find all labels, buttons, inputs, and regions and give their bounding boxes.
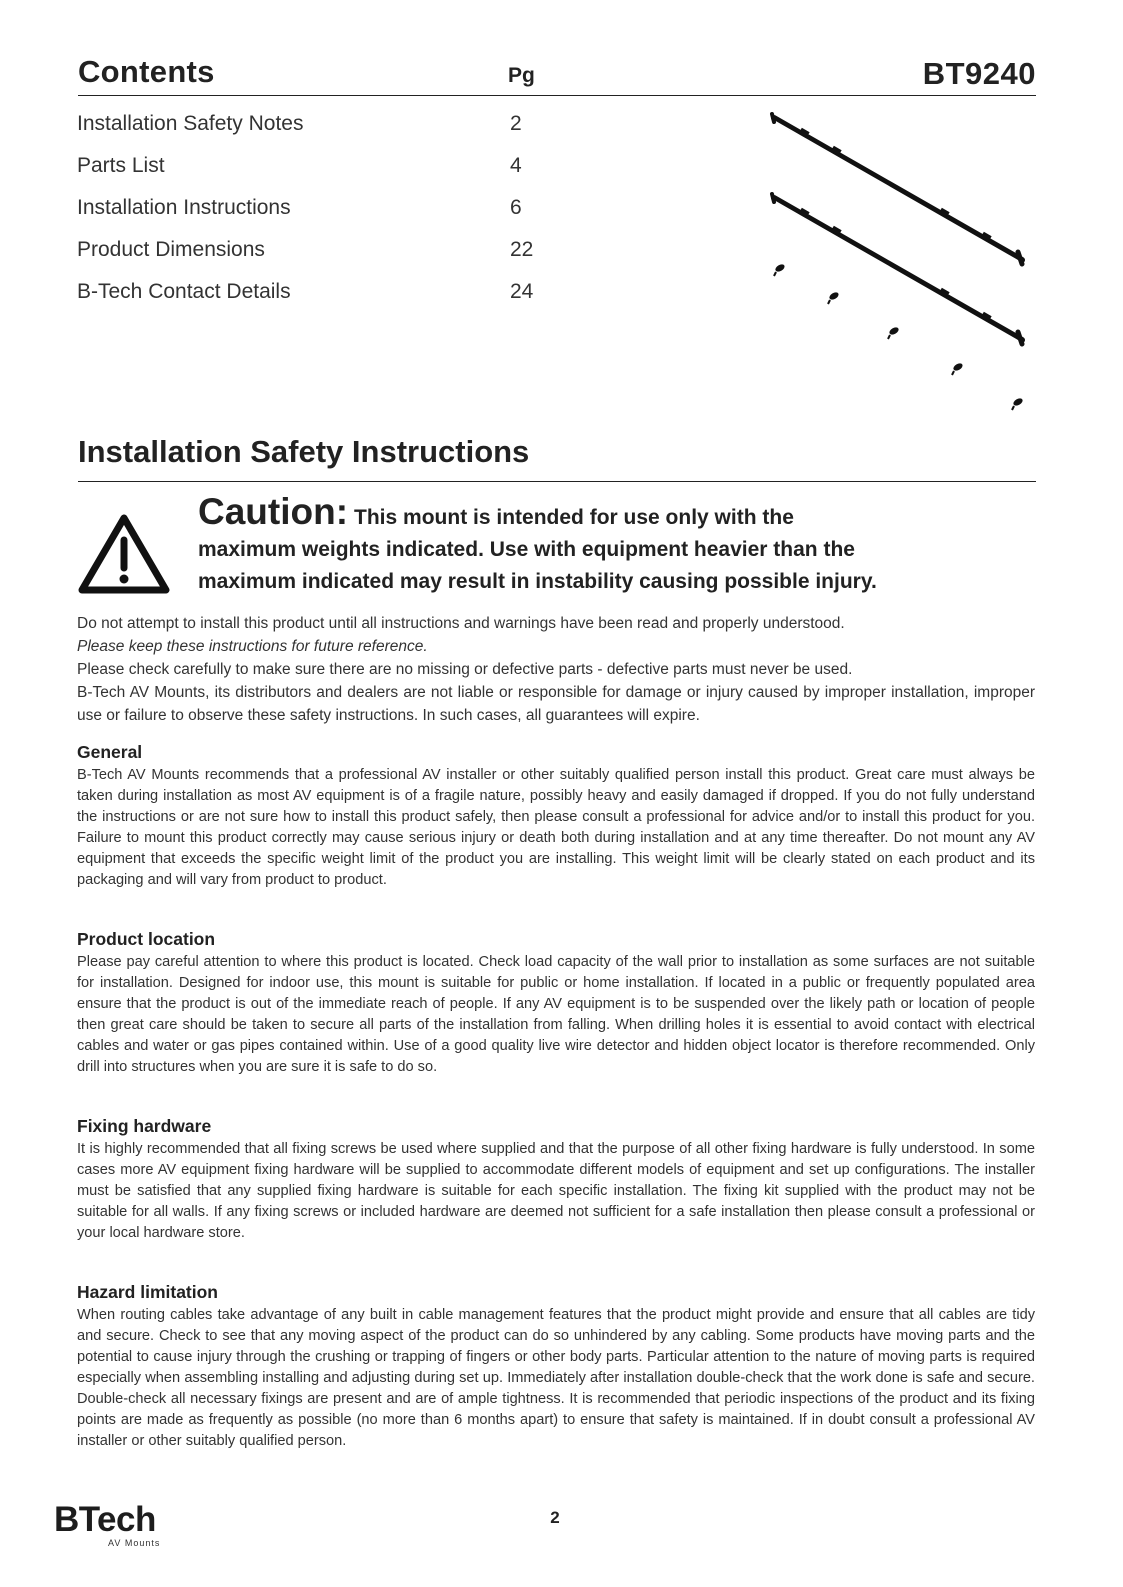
toc-page-number: 6 — [510, 196, 522, 219]
section-body: Please pay careful attention to where this product is located. Check load capacity of the wall prior to installation as some surfaces are not suitable for installation. Designed for indoor use, this mount is suitable for public or home installation. If located in a public or frequently populated area ensure that the product is out of the immediate reach of people. If any AV equipment is to be suspended over the likely path or location of people then great care should be taken to secure all parts of the installation from falling. When drilling holes it is essential to avoid contact with electrical cables and water or gas pipes contained within. Use of a good quality live wire detector and hidden object locator is therefore recommended. Only drill into structures when you are sure it is safe to do so. — [77, 954, 1035, 1075]
toc-page-number: 2 — [510, 112, 522, 135]
lower-rail — [772, 194, 1022, 344]
intro-paragraph: Please check carefully to make sure there are no missing or defective parts - defective parts must never be used. — [77, 661, 853, 678]
page-column-label: Pg — [508, 64, 535, 87]
intro-paragraph: Do not attempt to install this product until all instructions and warnings have been read and properly understood. — [77, 615, 845, 632]
toc-page-number: 4 — [510, 154, 522, 177]
section-heading: Product location — [77, 929, 216, 949]
model-number: BT9240 — [922, 56, 1036, 91]
section-body: When routing cables take advantage of any built in cable management features that the product might provide and ensure that all cables are tidy and secure. Check to see that any moving aspect of the product can do so unhindered by any cabling. Some products have moving parts and the potential to cause injury through the crushing or trapping of fingers or other body parts. Particular attention to the nature of moving parts is required especially when assembling installing and adjusting during set up. Immediately after installation double-check that the work done is safe and secure. Double-check all necessary fixings are present and are of ample tightness. It is recommended that periodic inspections of the product and its fixing points are made as frequently as possible (no more than 6 months apart) to ensure that safety is maintained. If in doubt consult a professional AV installer or other suitably qualified person. — [77, 1307, 1035, 1449]
toc-label: B-Tech Contact Details — [77, 280, 291, 303]
screws — [774, 263, 1024, 410]
toc-page-number: 24 — [510, 280, 534, 303]
warning-icon — [78, 512, 170, 596]
section-heading: Fixing hardware — [77, 1116, 212, 1136]
toc-label: Installation Safety Notes — [77, 112, 304, 135]
safety-header — [78, 434, 1036, 482]
caution-text: This mount is intended for use only with the — [354, 506, 794, 529]
logo-subtitle: AV Mounts — [108, 1538, 161, 1548]
section-body: It is highly recommended that all fixing screws be used where supplied and that the purpose of all other fixing hardware is fully understood. In some cases more AV equipment fixing hardware will be supplied to accommodate different models of equipment and set up configurations. The installer must be satisfied that any supplied fixing hardware is suitable for each specific installation. The fixing kit supplied with the product may not be suitable for all walls. If any fixing screws or included hardware are deemed not sufficient for a safe installation then please consult a professional or your local hardware store. — [77, 1141, 1035, 1241]
intro-text — [77, 612, 1035, 727]
toc-row[interactable] — [77, 236, 547, 278]
section-general — [77, 742, 1035, 891]
caution-line — [198, 491, 1048, 534]
section-hazard-limitation — [77, 1282, 1035, 1452]
logo-text: BTech — [54, 1500, 156, 1539]
toc-label: Parts List — [77, 154, 165, 177]
caution-line: maximum indicated may result in instability causing possible injury. — [198, 570, 877, 593]
table-of-contents — [77, 110, 547, 320]
caution-notice — [198, 491, 1048, 598]
section-heading: Hazard limitation — [77, 1282, 218, 1302]
safety-title: Installation Safety Instructions — [78, 434, 530, 469]
toc-row[interactable] — [77, 278, 547, 320]
contents-header — [78, 54, 1036, 96]
caution-word: Caution: — [198, 491, 349, 532]
toc-row[interactable] — [77, 110, 547, 152]
intro-paragraph: B-Tech AV Mounts, its distributors and dealers are not liable or responsible for damage or injury caused by improper installation, improper use or failure to observe these safety instructions. In such cases, all guarantees will expire. — [77, 684, 1035, 724]
product-illustration — [760, 100, 1050, 420]
toc-page-number: 22 — [510, 238, 534, 261]
intro-paragraph: Please keep these instructions for future reference. — [77, 638, 428, 655]
section-product-location — [77, 929, 1035, 1078]
toc-label: Product Dimensions — [77, 238, 265, 261]
toc-label: Installation Instructions — [77, 196, 291, 219]
toc-row[interactable] — [77, 194, 547, 236]
section-fixing-hardware — [77, 1116, 1035, 1244]
toc-row[interactable] — [77, 152, 547, 194]
page-number: 2 — [550, 1508, 560, 1527]
section-body: B-Tech AV Mounts recommends that a professional AV installer or other suitably qualified person install this product. Great care must always be taken during installation as most AV equipment is of a fragile nature, possibly heavy and easily damaged if dropped. If you do not fully understand the instructions or are not sure how to install this product safely, then please consult a professional for advice and/or to install this product for you. Failure to mount this product correctly may cause serious injury or death both during installation and at any time thereafter. Do not mount any AV equipment that exceeds the specific weight limit of the product you are installing. This weight limit will be clearly stated on each product and its packaging and will vary from product to product. — [77, 767, 1035, 888]
section-heading: General — [77, 742, 143, 762]
caution-line: maximum weights indicated. Use with equipment heavier than the — [198, 538, 855, 561]
contents-title: Contents — [78, 54, 215, 89]
upper-rail — [772, 114, 1022, 264]
